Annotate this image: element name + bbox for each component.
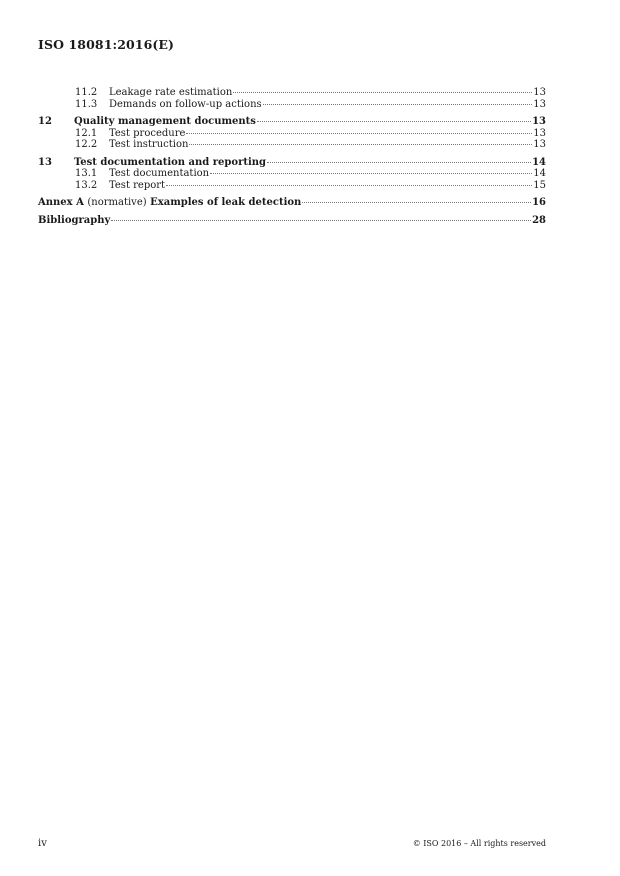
toc-entry-page: 13 xyxy=(533,127,546,139)
toc-entry-number: 11.3 xyxy=(75,98,98,110)
toc-entry-number: 12.1 xyxy=(75,127,98,139)
toc-entry-number: 11.2 xyxy=(75,87,98,98)
toc-entry-title: Test procedure xyxy=(109,127,186,139)
toc-entry-12[interactable] xyxy=(38,116,546,128)
toc-entry-12-2[interactable] xyxy=(38,139,546,151)
toc-entry-bibliography[interactable] xyxy=(38,215,546,227)
toc-entry-title: Test documentation and reporting xyxy=(74,156,267,168)
toc-entry-title: Test documentation xyxy=(109,168,210,179)
toc-entry-number: 13.1 xyxy=(75,168,98,179)
toc-entry-title: Quality management documents xyxy=(74,116,256,127)
toc-dot-leader xyxy=(267,162,531,163)
toc-dot-leader xyxy=(111,220,531,221)
toc-dot-leader xyxy=(302,202,531,203)
toc-entry-11-2[interactable] xyxy=(38,87,546,99)
document-header: ISO 18081:2016(E) xyxy=(38,37,175,52)
toc-dot-leader xyxy=(189,144,532,145)
toc-dot-leader xyxy=(257,121,531,122)
footer-copyright: © ISO 2016 – All rights reserved xyxy=(412,839,546,848)
toc-dot-leader xyxy=(186,133,532,134)
toc-entry-11-3[interactable] xyxy=(38,99,546,111)
toc-entry-page: 15 xyxy=(533,179,546,191)
toc-dot-leader xyxy=(263,104,533,105)
toc-entry-13[interactable] xyxy=(38,157,546,169)
footer-page-number: iv xyxy=(38,838,47,849)
toc-entry-page: 13 xyxy=(533,139,546,150)
toc-entry-number: 12.2 xyxy=(75,139,98,150)
toc-entry-number: 12 xyxy=(38,116,52,127)
annex-normative-tag: (normative) xyxy=(87,197,147,208)
toc-entry-page: 28 xyxy=(532,214,546,226)
toc-dot-leader xyxy=(166,185,532,186)
toc-entry-title: Demands on follow-up actions xyxy=(109,98,262,110)
toc-entry-annex-a[interactable] xyxy=(38,197,546,209)
toc-entry-title: Bibliography xyxy=(38,214,111,226)
table-of-contents xyxy=(38,87,546,226)
toc-annex-heading xyxy=(38,197,301,209)
toc-entry-13-1[interactable] xyxy=(38,168,546,180)
annex-label: Annex A xyxy=(38,197,84,208)
toc-entry-title: Leakage rate estimation xyxy=(109,87,233,98)
toc-entry-page: 13 xyxy=(533,98,546,110)
toc-dot-leader xyxy=(210,173,532,174)
toc-entry-page: 14 xyxy=(532,156,546,168)
toc-entry-12-1[interactable] xyxy=(38,128,546,140)
toc-entry-page: 13 xyxy=(533,87,546,98)
toc-entry-number: 13 xyxy=(38,156,52,168)
toc-entry-title: Test instruction xyxy=(109,139,189,150)
toc-entry-page: 16 xyxy=(532,197,546,208)
toc-entry-page: 13 xyxy=(532,116,546,127)
toc-entry-number: 13.2 xyxy=(75,179,98,191)
toc-entry-13-2[interactable] xyxy=(38,180,546,192)
toc-entry-title: Test report xyxy=(109,179,166,191)
annex-title: Examples of leak detection xyxy=(150,197,302,208)
toc-entry-page: 14 xyxy=(533,168,546,179)
toc-dot-leader xyxy=(233,92,532,93)
